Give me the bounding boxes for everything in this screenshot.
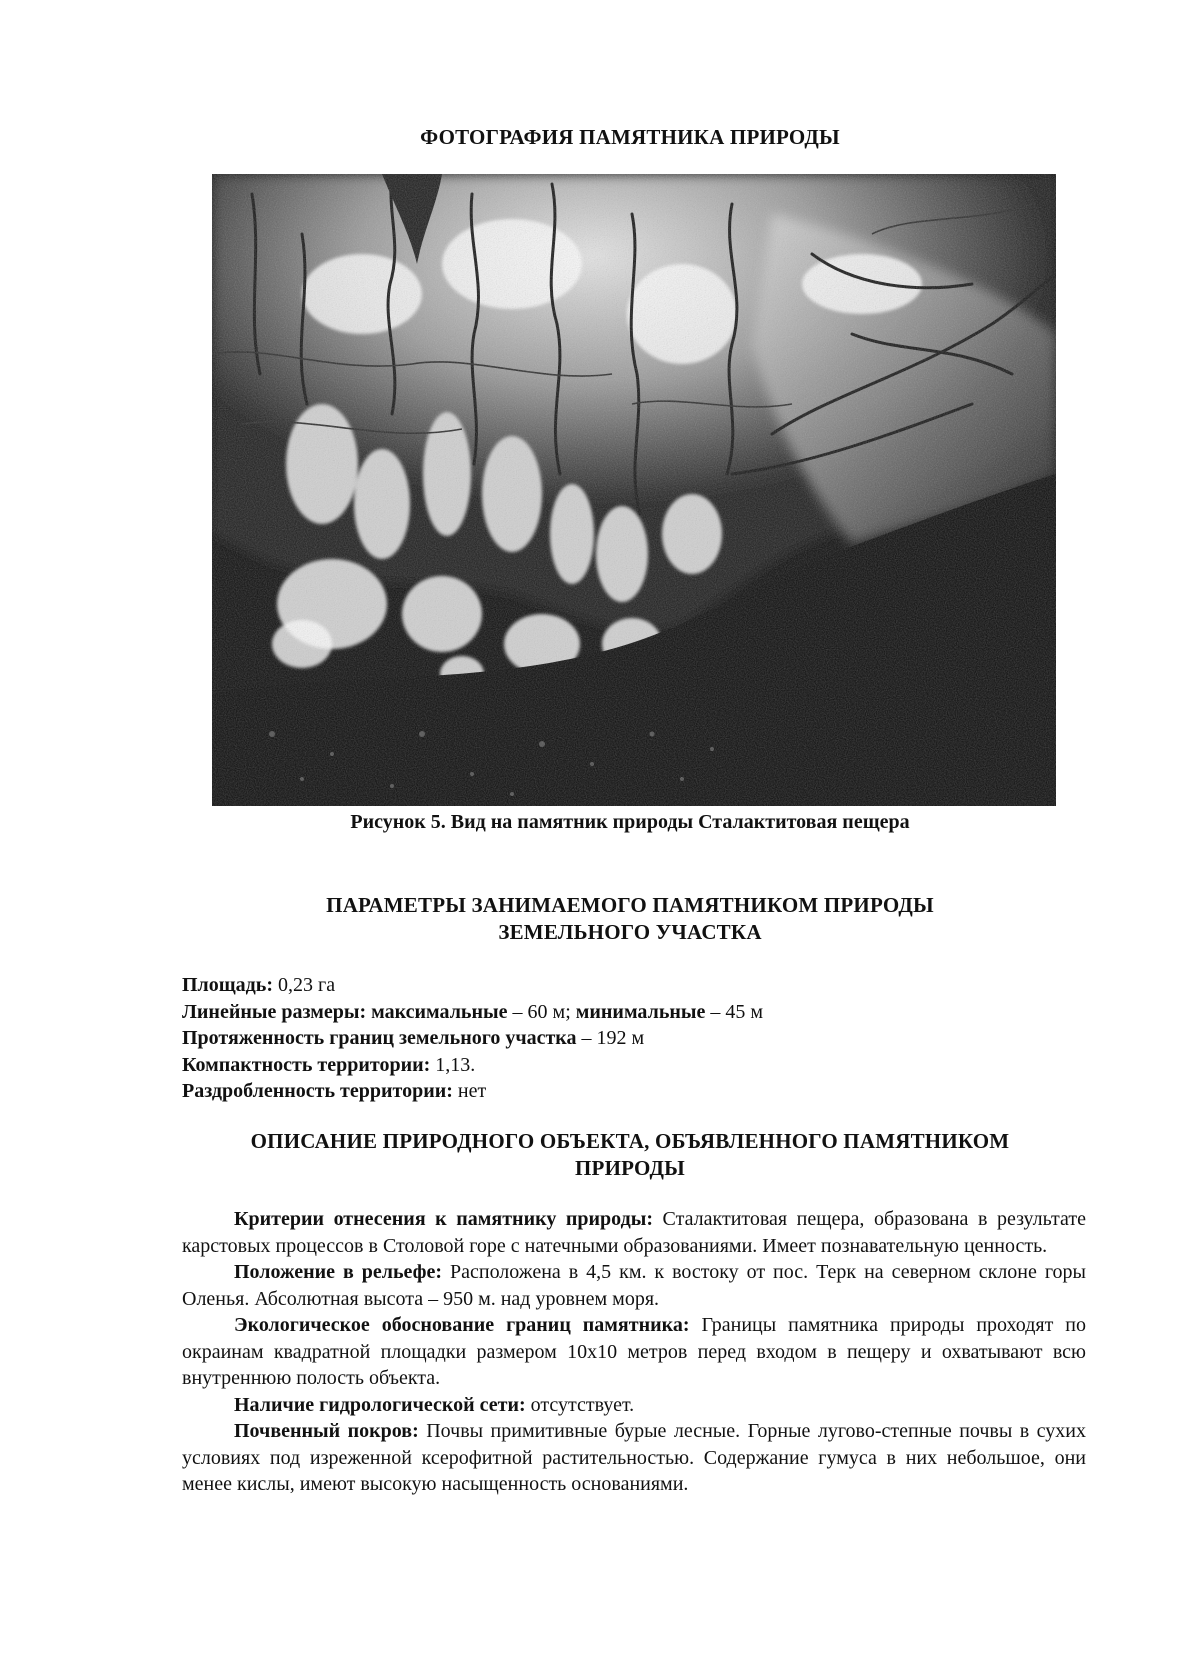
desc-heading-line-2: ПРИРОДЫ — [575, 1156, 685, 1180]
param-fragmentation-value: нет — [452, 1080, 487, 1102]
params-section-heading — [180, 892, 1080, 946]
param-compactness-value: 1,13. — [430, 1053, 476, 1076]
description-body — [182, 1206, 1086, 1498]
desc-heading-line-1: ОПИСАНИЕ ПРИРОДНОГО ОБЪЕКТА, ОБЪЯВЛЕННОГО ПАМЯТНИКОМ — [250, 1129, 1010, 1153]
relief-text: Расположена в 4,5 км. к востоку от пос. Терк на северном склоне горы Оленья. Абсолютная высота – 950 м. над уровнем моря. — [182, 1261, 1086, 1310]
params-heading-line-2: ЗЕМЕЛЬНОГО УЧАСТКА — [498, 920, 762, 944]
param-perimeter-label: Протяженность границ земельного участка — [182, 1027, 577, 1049]
soil-label: Почвенный покров: — [234, 1420, 419, 1442]
photo-section-heading: ФОТОГРАФИЯ ПАМЯТНИКА ПРИРОДЫ — [420, 125, 840, 149]
hydrology-paragraph — [182, 1392, 1086, 1419]
criteria-paragraph — [182, 1206, 1086, 1259]
soil-text: Почвы примитивные бурые лесные. Горные лугово-степные почвы в сухих условиях под изреженной ксерофитной растительностью. Содержание гумуса в них небольшое, они менее кислы, имеют высокую насыщенность основаниями. — [182, 1420, 1086, 1495]
param-fragmentation — [182, 1078, 1082, 1105]
param-linear-min-label: минимальные — [575, 1000, 706, 1023]
criteria-label: Критерии отнесения к памятнику природы: — [234, 1208, 653, 1230]
param-perimeter — [182, 1025, 1082, 1052]
description-section-heading — [180, 1128, 1080, 1182]
params-heading-line-1: ПАРАМЕТРЫ ЗАНИМАЕМОГО ПАМЯТНИКОМ ПРИРОДЫ — [326, 893, 934, 917]
figure-caption: Рисунок 5. Вид на памятник природы Сталактитовая пещера — [350, 811, 910, 833]
param-area-label: Площадь: — [182, 974, 274, 996]
land-parameters-list — [182, 972, 1082, 1105]
param-fragmentation-label: Раздробленность территории: — [182, 1080, 453, 1102]
param-compactness — [182, 1052, 1082, 1079]
relief-paragraph — [182, 1259, 1086, 1312]
criteria-text: Сталактитовая пещера, образована в результате карстовых процессов в Столовой горе с натечными образованиями. Имеет познавательную ценность. — [182, 1208, 1086, 1257]
soil-paragraph — [182, 1418, 1086, 1498]
relief-label: Положение в рельефе: — [234, 1261, 443, 1283]
param-compactness-label: Компактность территории: — [182, 1053, 431, 1076]
cave-photo-image — [212, 174, 1056, 806]
cave-photograph — [212, 174, 1056, 806]
param-linear-label: Линейные размеры: максимальные — [182, 1000, 508, 1023]
param-perimeter-value: – 192 м — [576, 1027, 645, 1049]
param-area-value: 0,23 га — [273, 974, 336, 996]
hydro-label: Наличие гидрологической сети: — [234, 1393, 526, 1416]
ecology-label: Экологическое обоснование границ памятника: — [234, 1314, 690, 1336]
param-area — [182, 972, 1082, 999]
param-linear-min: – 45 м — [705, 1000, 764, 1023]
ecology-text: Границы памятника природы проходят по окраинам квадратной площадки размером 10х10 метров перед входом в пещеру и охватывают всю внутреннюю полость объекта. — [182, 1314, 1086, 1389]
param-linear-size — [182, 999, 1082, 1026]
param-linear-max: – 60 м; — [507, 1000, 576, 1023]
ecology-paragraph — [182, 1312, 1086, 1392]
hydro-text: отсутствует. — [525, 1393, 635, 1416]
